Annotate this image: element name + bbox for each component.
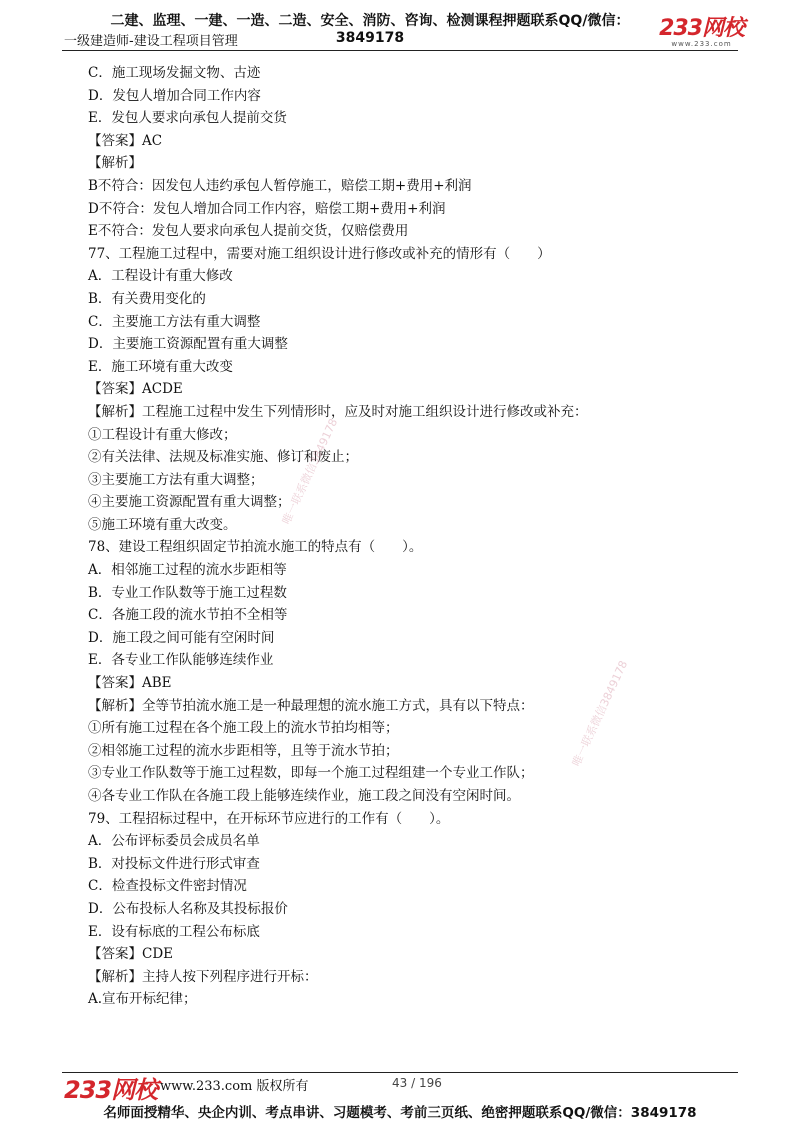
text-line: ④各专业工作队在各施工段上能够连续作业，施工段之间没有空闲时间。 [88,788,520,804]
text-line: A．公布评标委员会成员名单 [88,833,260,850]
text-line: 【解析】 [88,155,142,172]
text-line: 79、工程招标过程中，在开标环节应进行的工作有（ ）。 [88,810,450,827]
text-line: ③专业工作队数等于施工过程数，即每一个施工过程组建一个专业工作队； [88,765,534,782]
site-logo [659,18,744,48]
text-line: D．公布投标人名称及其投标报价 [88,900,288,917]
text-line: E．各专业工作队能够连续作业 [88,652,274,669]
text-line: D．施工段之间可能有空闲时间 [88,629,275,646]
footer-logo: 233网校 [64,1076,158,1104]
text-line: ①所有施工过程在各个施工段上的流水节拍均相等； [88,720,399,737]
text-line: E．设有标底的工程公布标底 [88,923,260,940]
text-line: 【解析】工程施工过程中发生下列情形时，应及时对施工组织设计进行修改或补充： [88,403,588,420]
text-line: 【答案】CDE [88,946,174,963]
footer-promo: 名师面授精华、央企内训、考点串讲、习题模考、考前三页纸、绝密押题联系QQ/微信：3849178 [103,1105,697,1121]
document-body [88,62,738,1011]
text-line: ②有关法律、法规及标准实施、修订和废止； [88,449,358,466]
text-line: ①工程设计有重大修改； [88,426,237,443]
text-line: D．主要施工资源配置有重大调整 [88,336,288,353]
logo-url: www.233.com [671,40,732,48]
text-line: D．发包人增加合同工作内容 [88,87,261,104]
text-line: B．对投标文件进行形式审查 [88,855,260,872]
header-promo: 二建、监理、一建、一造、二造、安全、消防、咨询、检测课程押题联系QQ/微信：3849178 [110,13,630,46]
text-line: D不符合：发包人增加合同工作内容，赔偿工期+费用+利润 [88,200,446,217]
text-line: 【答案】ACDE [88,381,183,398]
watermark: 唯一联系微信3849178 [569,658,631,769]
text-line: E不符合：发包人要求向承包人提前交货，仅赔偿费用 [88,223,409,240]
logo-text: 233网校 [659,16,744,41]
text-line: ④主要施工资源配置有重大调整； [88,494,291,511]
text-line: ⑤施工环境有重大改变。 [88,516,237,533]
text-line: 【答案】AC [88,132,163,149]
watermark: 唯一联系微信3849178 [279,416,341,527]
text-line: C．施工现场发掘文物、古迹 [88,65,261,81]
text-line: ③主要施工方法有重大调整； [88,471,264,488]
footer-copyright: www.233.com 版权所有 [160,1079,309,1094]
text-line: 【答案】ABE [88,675,172,692]
text-line: 【解析】全等节拍流水施工是一种最理想的流水施工方式，具有以下特点： [88,697,534,714]
text-line: 【解析】主持人按下列程序进行开标： [88,968,318,985]
text-line: C．检查投标文件密封情况 [88,878,247,895]
text-line: C．主要施工方法有重大调整 [88,313,261,330]
text-line: 77、工程施工过程中，需要对施工组织设计进行修改或补充的情形有（ ） [88,245,551,262]
text-line: C．各施工段的流水节拍不全相等 [88,607,288,624]
footer-divider [62,1072,738,1073]
text-line: 78、建设工程组织固定节拍流水施工的特点有（ ）。 [88,539,423,556]
text-line: A.宣布开标纪律； [88,991,197,1008]
text-line: E．施工环境有重大改变 [88,358,233,375]
header-divider [62,50,738,51]
header-subtitle: 一级建造师-建设工程项目管理 [64,34,238,49]
text-line: B不符合：因发包人违约承包人暂停施工，赔偿工期+费用+利润 [88,177,472,194]
text-line: E．发包人要求向承包人提前交货 [88,110,287,127]
text-line: A．工程设计有重大修改 [88,268,233,285]
page-number: 43 / 196 [392,1076,442,1090]
text-line: A．相邻施工过程的流水步距相等 [88,562,287,579]
text-line: ②相邻施工过程的流水步距相等，且等于流水节拍； [88,742,399,759]
text-line: B．专业工作队数等于施工过程数 [88,584,287,601]
text-line: B．有关费用变化的 [88,290,206,307]
